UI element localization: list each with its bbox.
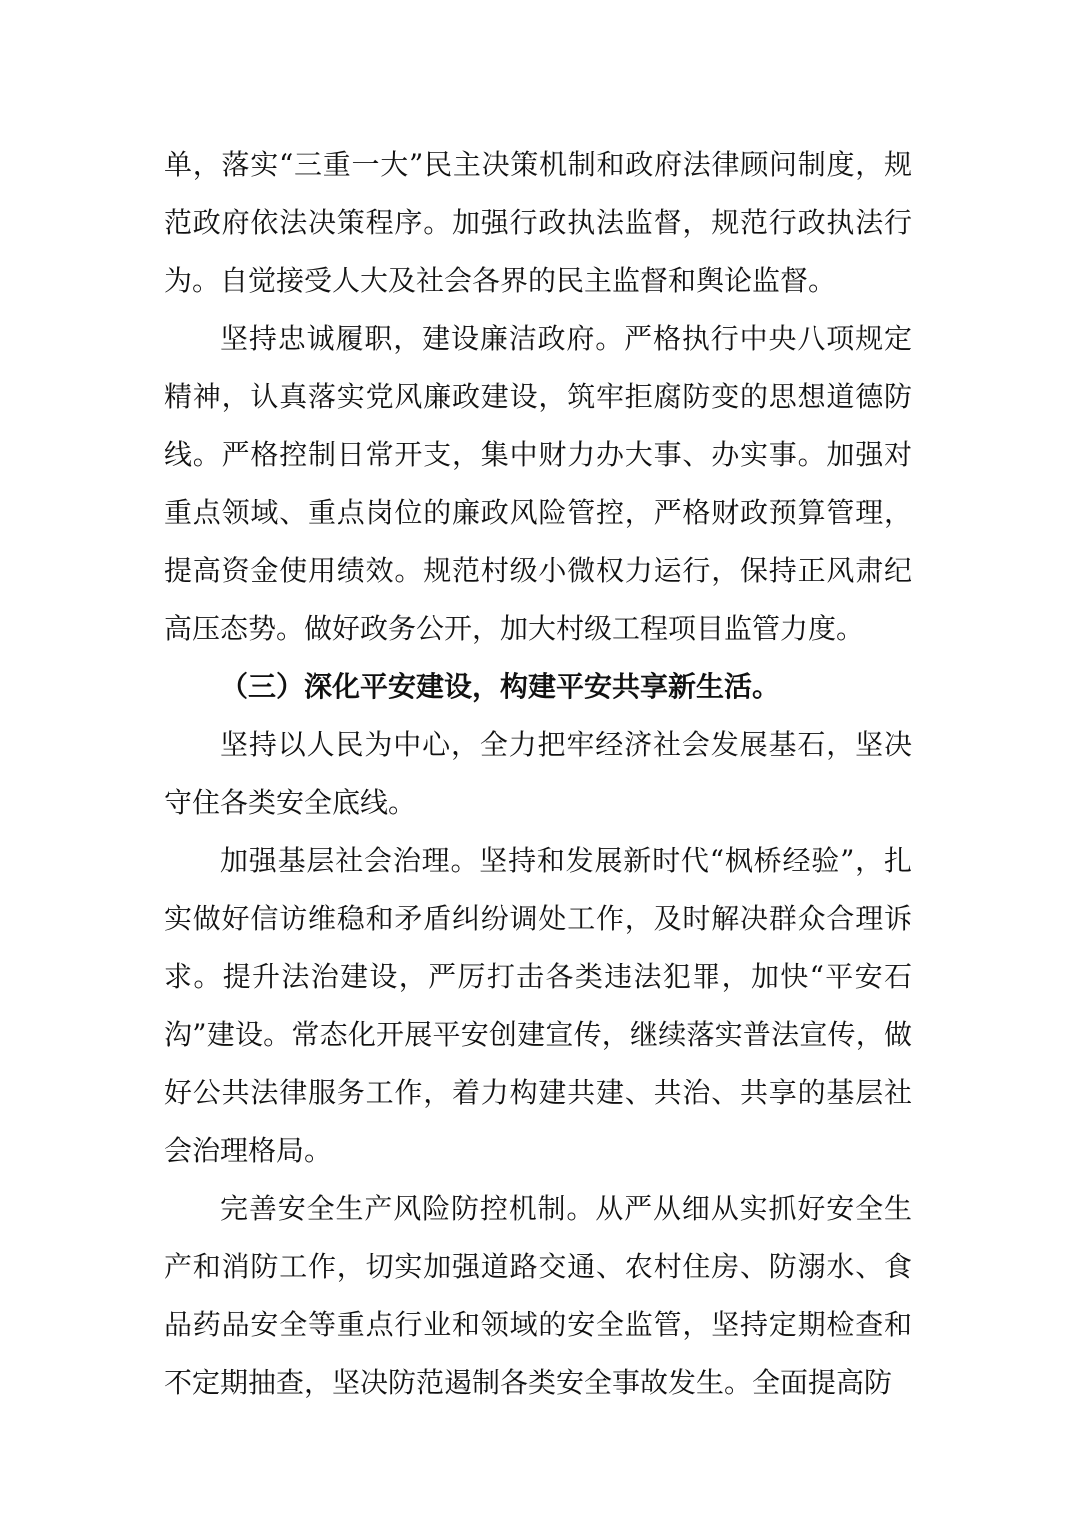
paragraph-grassroots-governance: 加强基层社会治理。坚持和发展新时代“枫桥经验”，扎实做好信访维稳和矛盾纠纷调处工作，及时解决群众合理诉求。提升法治建设，严厉打击各类违法犯罪，加快“平安石沟”建设。常态化开展平安创建宣传，继续落实普法宣传，做好公共法律服务工作，着力构建共建、共治、共享的基层社会治理格局。 [164,844,912,1167]
document-body [164,136,912,1412]
paragraph-people-centered: 坚持以人民为中心，全力把牢经济社会发展基石，坚决守住各类安全底线。 [164,728,912,819]
paragraph-clean-government: 坚持忠诚履职，建设廉洁政府。严格执行中央八项规定精神，认真落实党风廉政建设，筑牢拒腐防变的思想道德防线。严格控制日常开支，集中财力办大事、办实事。加强对重点领域、重点岗位的廉政风险管控，严格财政预算管理，提高资金使用绩效。规范村级小微权力运行，保持正风肃纪高压态势。做好政务公开，加大村级工程项目监管力度。 [164,322,912,645]
section-heading: （三）深化平安建设，构建平安共享新生活。 [220,670,781,703]
paragraph-continuation: 单，落实“三重一大”民主决策机制和政府法律顾问制度，规范政府依法决策程序。加强行政执法监督，规范行政执法行为。自觉接受人大及社会各界的民主监督和舆论监督。 [164,148,912,297]
paragraph-safety-production: 完善安全生产风险防控机制。从严从细从实抓好安全生产和消防工作，切实加强道路交通、农村住房、防溺水、食品药品安全等重点行业和领域的安全监管，坚持定期检查和不定期抽查，坚决防范遏制各类安全事故发生。全面提高防 [164,1192,912,1399]
